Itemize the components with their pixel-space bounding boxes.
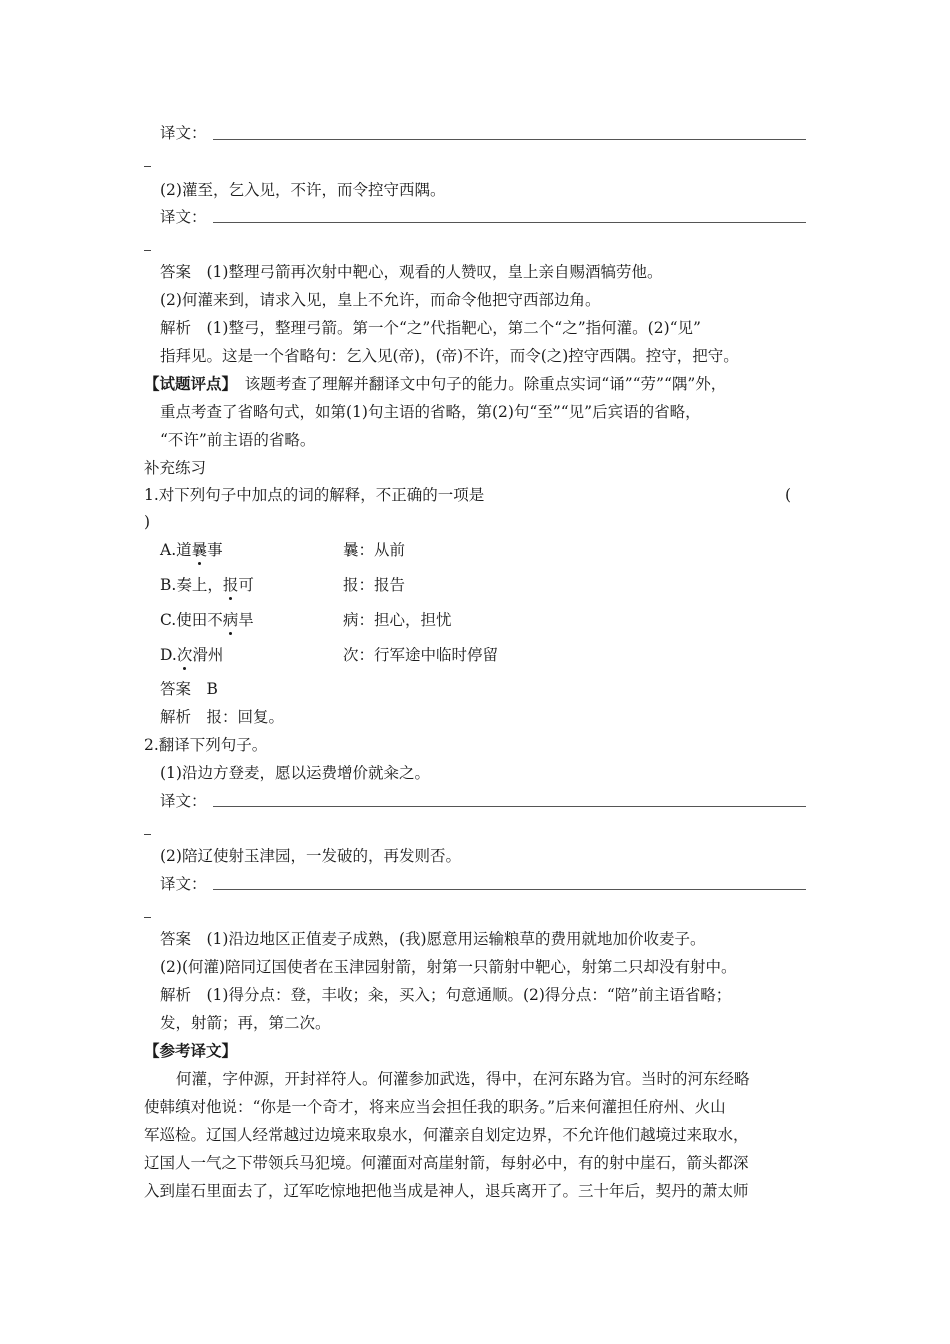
comment-paragraph [144, 374, 726, 394]
comment-text: 该题考查了理解并翻译文中句子的能力。除重点实词“诵”“劳”“隅”外， [229, 375, 727, 393]
question-item: (1)沿边方登麦，愿以运费增价就籴之。 [160, 764, 430, 782]
option-a [160, 540, 223, 560]
answer-text: 答案 (1)沿边地区正值麦子成熟，(我)愿意用运输粮草的费用就地加价收麦子。 [160, 930, 706, 948]
answer-text: 答案 (1)整理弓箭再次射中靶心，观看的人赞叹，皇上亲自赐酒犒劳他。 [160, 263, 663, 281]
dotted-word: 病 [222, 611, 239, 629]
option-letter: D. [160, 646, 177, 664]
dotted-word: 报 [222, 576, 239, 594]
option-gloss: 报：报告 [343, 576, 406, 594]
question-stem: 2.翻译下列句子。 [144, 736, 268, 754]
dotted-word: 次 [176, 646, 193, 664]
option-text: 奏上， [176, 576, 223, 594]
analysis-text: 指拜见。这是一个省略句：乞入见(帝)，(帝)不许，而令(之)控守西隅。控守，把守。 [160, 347, 739, 365]
question-stem: 1.对下列句子中加点的词的解释，不正确的一项是 [144, 486, 485, 504]
option-text: 滑州 [192, 646, 224, 664]
option-text: 道 [176, 541, 192, 559]
option-letter: B. [160, 576, 177, 594]
answer-blank-line[interactable] [213, 139, 806, 140]
analysis-text: 解析 (1)整弓，整理弓箭。第一个“之”代指靶心，第二个“之”指何灌。(2)“见” [160, 319, 701, 337]
answer-text: (2)(何灌)陪同辽国使者在玉津园射箭，射第一只箭射中靶心，射第二只却没有射中。 [160, 958, 737, 976]
reference-paragraph-line: 使韩缜对他说：“你是一个奇才，将来应当会担任我的职务。”后来何灌担任府州、火山 [144, 1098, 726, 1116]
option-text: 使田不 [176, 611, 223, 629]
option-c [160, 610, 254, 630]
answer-paren-close: ) [144, 513, 151, 531]
option-d [160, 645, 223, 665]
option-gloss: 次：行军途中临时停留 [343, 646, 499, 664]
option-letter: C. [160, 611, 177, 629]
question-item: (2)陪辽使射玉津园，一发破的，再发则否。 [160, 847, 461, 865]
option-text: 可 [238, 576, 254, 594]
answer-text: 答案 B [160, 680, 218, 698]
translate-label: 译文： [160, 124, 207, 142]
reference-paragraph-line: 入到崖石里面去了，辽军吃惊地把他当成是神人，退兵离开了。三十年后，契丹的萧太师 [144, 1182, 749, 1200]
answer-blank-line[interactable] [213, 806, 806, 807]
answer-blank-line[interactable] [213, 889, 806, 890]
analysis-text: 解析 报：回复。 [160, 708, 285, 726]
option-text: 旱 [238, 611, 254, 629]
section-heading: 【参考译文】 [144, 1041, 238, 1060]
reference-paragraph-line: 军巡检。辽国人经常越过边境来取泉水，何灌亲自划定边界，不允许他们越境过来取水， [144, 1126, 749, 1144]
section-heading: 补充练习 [144, 459, 207, 477]
comment-label: 【试题评点】 [144, 374, 230, 393]
answer-blank-line[interactable] [213, 222, 806, 223]
reference-paragraph-line: 辽国人一气之下带领兵马犯境。何灌面对高崖射箭，每射必中，有的射中崖石，箭头都深 [144, 1154, 749, 1172]
line-continuation-mark [144, 834, 151, 835]
answer-paren-open: ( [785, 486, 792, 504]
translate-label: 译文： [160, 208, 207, 226]
comment-text: “不许”前主语的省略。 [160, 431, 316, 449]
comment-text: 重点考查了省略句式，如第(1)句主语的省略，第(2)句“至”“见”后宾语的省略， [160, 403, 701, 421]
option-letter: A. [160, 541, 177, 559]
answer-text: (2)何灌来到，请求入见，皇上不允许，而命令他把守西部边角。 [160, 291, 601, 309]
option-gloss: 曩：从前 [343, 541, 406, 559]
option-text: 事 [207, 541, 223, 559]
line-continuation-mark [144, 917, 151, 918]
line-continuation-mark [144, 250, 151, 251]
option-b [160, 575, 254, 595]
reference-paragraph-line: 何灌，字仲源，开封祥符人。何灌参加武选，得中，在河东路为官。当时的河东经略 [176, 1070, 750, 1088]
line-continuation-mark [144, 166, 151, 167]
translate-label: 译文： [160, 792, 207, 810]
translate-label: 译文： [160, 875, 207, 893]
option-gloss: 病：担心，担忧 [343, 611, 452, 629]
dotted-word: 曩 [191, 541, 208, 559]
analysis-text: 发，射箭；再，第二次。 [160, 1014, 331, 1032]
question-item: (2)灌至，乞入见，不许，而令控守西隅。 [160, 181, 446, 199]
analysis-text: 解析 (1)得分点：登，丰收；籴，买入；句意通顺。(2)得分点：“陪”前主语省略； [160, 986, 732, 1004]
